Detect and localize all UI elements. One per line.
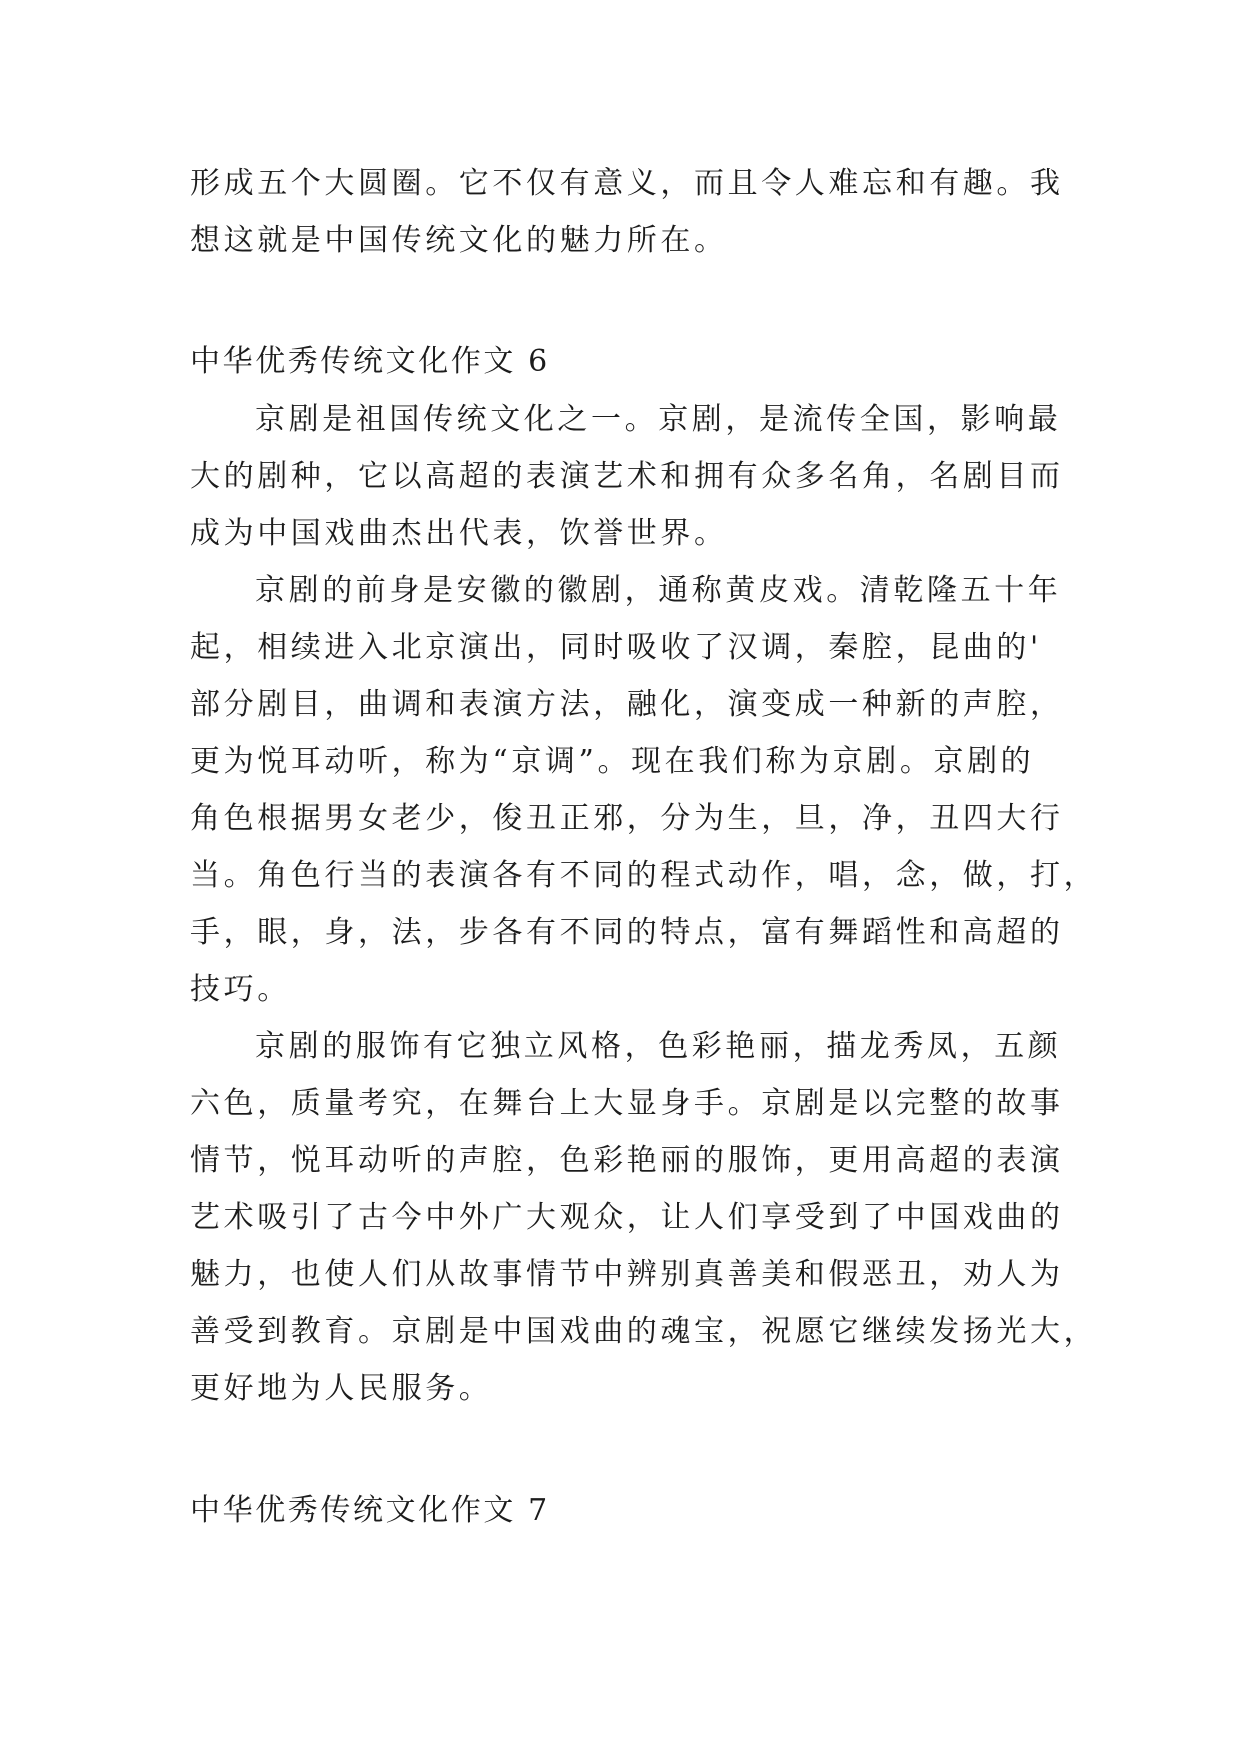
text-line: 形成五个大圆圈。它不仅有意义，而且令人难忘和有趣。我 xyxy=(190,166,1064,201)
text-line: 想这就是中国传统文化的魅力所在。 xyxy=(190,223,728,258)
text-line: 京剧的前身是安徽的徽剧，通称黄皮戏。清乾隆五十年 xyxy=(255,573,1062,608)
text-line: 魅力，也使人们从故事情节中辨别真善美和假恶丑，劝人为 xyxy=(190,1257,1064,1292)
section-title: 中华优秀传统文化作文 6 xyxy=(190,344,550,379)
text-line: 善受到教育。京剧是中国戏曲的魂宝，祝愿它继续发扬光大， xyxy=(190,1314,1098,1349)
text-line: 更为悦耳动听，称为“京调”。现在我们称为京剧。京剧的 xyxy=(190,744,1035,779)
section-title: 中华优秀传统文化作文 7 xyxy=(190,1493,550,1528)
text-line: 当。角色行当的表演各有不同的程式动作，唱，念，做，打， xyxy=(190,858,1098,893)
text-line: 角色根据男女老少，俊丑正邪，分为生，旦，净，丑四大行 xyxy=(190,801,1064,836)
text-line: 部分剧目，曲调和表演方法，融化，演变成一种新的声腔， xyxy=(190,687,1064,722)
text-line: 技巧。 xyxy=(190,972,291,1007)
text-line: 六色，质量考究，在舞台上大显身手。京剧是以完整的故事 xyxy=(190,1086,1064,1121)
text-line: 手，眼，身，法，步各有不同的特点，富有舞蹈性和高超的 xyxy=(190,915,1064,950)
text-line: 艺术吸引了古今中外广大观众，让人们享受到了中国戏曲的 xyxy=(190,1200,1064,1235)
text-line: 成为中国戏曲杰出代表，饮誉世界。 xyxy=(190,516,728,551)
text-line: 情节，悦耳动听的声腔，色彩艳丽的服饰，更用高超的表演 xyxy=(190,1143,1064,1178)
text-line: 京剧的服饰有它独立风格，色彩艳丽，描龙秀凤，五颜 xyxy=(255,1029,1062,1064)
text-line: 更好地为人民服务。 xyxy=(190,1371,493,1406)
text-line: 京剧是祖国传统文化之一。京剧，是流传全国，影响最 xyxy=(255,402,1062,437)
text-line: 起，相续进入北京演出，同时吸收了汉调，秦腔，昆曲的' xyxy=(190,630,1042,665)
text-line: 大的剧种，它以高超的表演艺术和拥有众多名角，名剧目而 xyxy=(190,459,1064,494)
